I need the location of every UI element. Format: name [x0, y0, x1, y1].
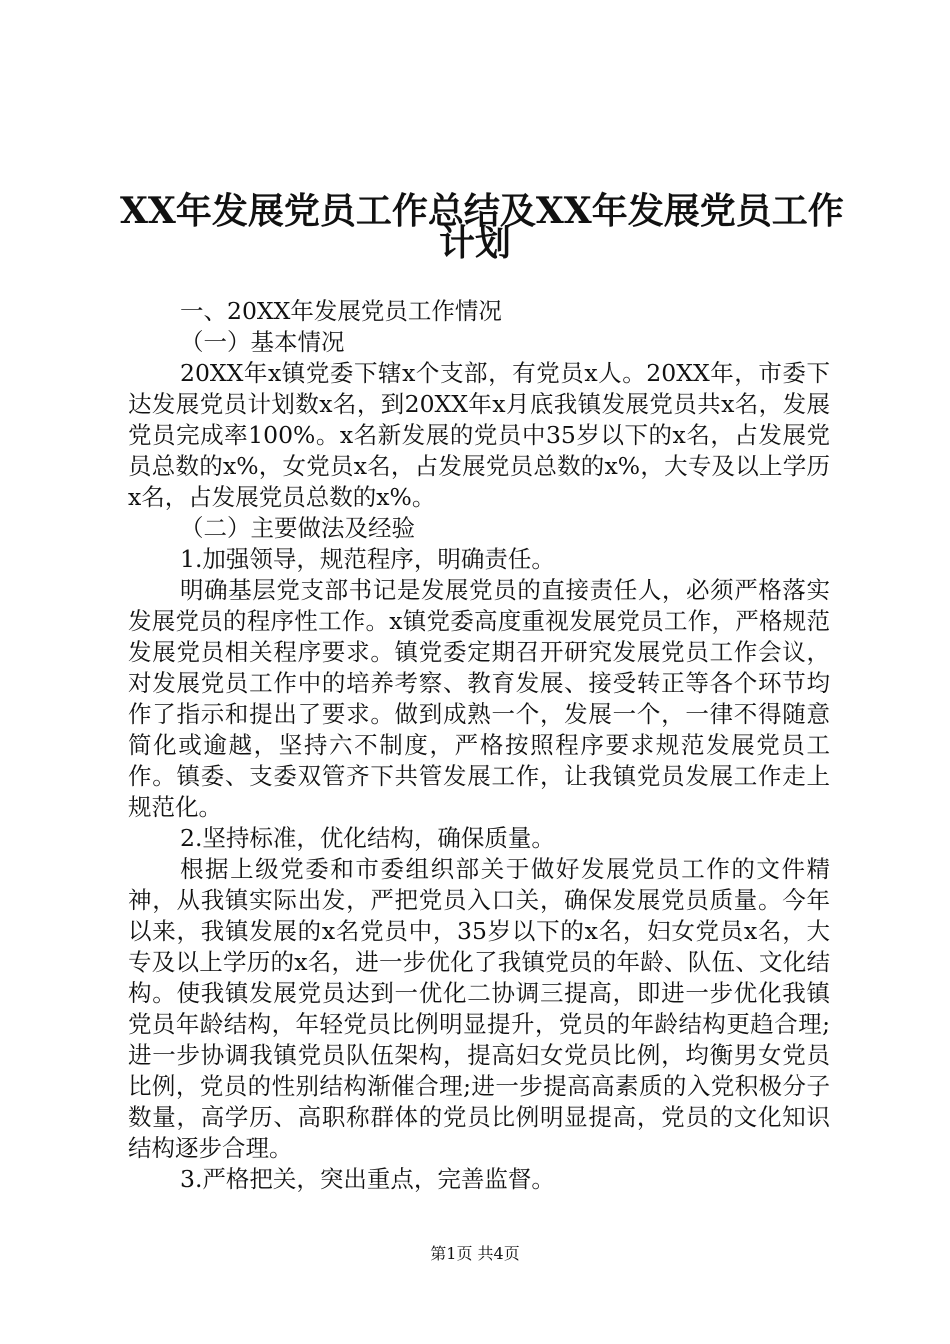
- page-footer: 第1页 共4页: [430, 1244, 520, 1263]
- item-heading: 1.加强领导，规范程序，明确责任。: [180, 545, 555, 573]
- subsection-heading: （一）基本情况: [180, 328, 345, 356]
- item-heading: 2.坚持标准，优化结构，确保质量。: [180, 824, 555, 852]
- paragraph: 根据上级党委和市委组织部关于做好发展党员工作的文件精神，从我镇实际出发，严把党员入口关，确保发展党员质量。今年以来，我镇发展的x名党员中，35岁以下的x名，妇女党员x名，大专及以上学历的x名，进一步优化了我镇党员的年龄、队伍、文化结构。使我镇发展党员达到一优化二协调三提高，即进一步优化我镇党员年龄结构，年轻党员比例明显提升，党员的年龄结构更趋合理;进一步协调我镇党员队伍架构，提高妇女党员比例，均衡男女党员比例，党员的性别结构渐催合理;进一步提高高素质的入党积极分子数量，高学历、高职称群体的党员比例明显提高，党员的文化知识结构逐步合理。: [128, 855, 830, 1162]
- paragraph: 明确基层党支部书记是发展党员的直接责任人，必须严格落实发展党员的程序性工作。x镇党委高度重视发展党员工作，严格规范发展党员相关程序要求。镇党委定期召开研究发展党员工作会议，对发展党员工作中的培养考察、教育发展、接受转正等各个环节均作了指示和提出了要求。做到成熟一个，发展一个，一律不得随意简化或逾越，坚持六不制度，严格按照程序要求规范发展党员工作。镇委、支委双管齐下共管发展工作，让我镇党员发展工作走上规范化。: [128, 576, 830, 821]
- subsection-heading: （二）主要做法及经验: [180, 514, 415, 542]
- paragraph: 20XX年x镇党委下辖x个支部，有党员x人。20XX年，市委下达发展党员计划数x名，到20XX年x月底我镇发展党员共x名，发展党员完成率100%。x名新发展的党员中35岁以下的x名，占发展党员总数的x%，女党员x名，占发展党员总数的x%，大专及以上学历x名，占发展党员总数的x%。: [128, 359, 830, 511]
- document-title-line-2: 计划: [438, 222, 511, 264]
- section-heading: 一、20XX年发展党员工作情况: [180, 297, 502, 325]
- document-body: [128, 296, 830, 1195]
- document-title-line-1: XX年发展党员工作总结及XX年发展党员工作: [120, 190, 844, 232]
- item-heading: 3.严格把关，突出重点，完善监督。: [180, 1165, 555, 1193]
